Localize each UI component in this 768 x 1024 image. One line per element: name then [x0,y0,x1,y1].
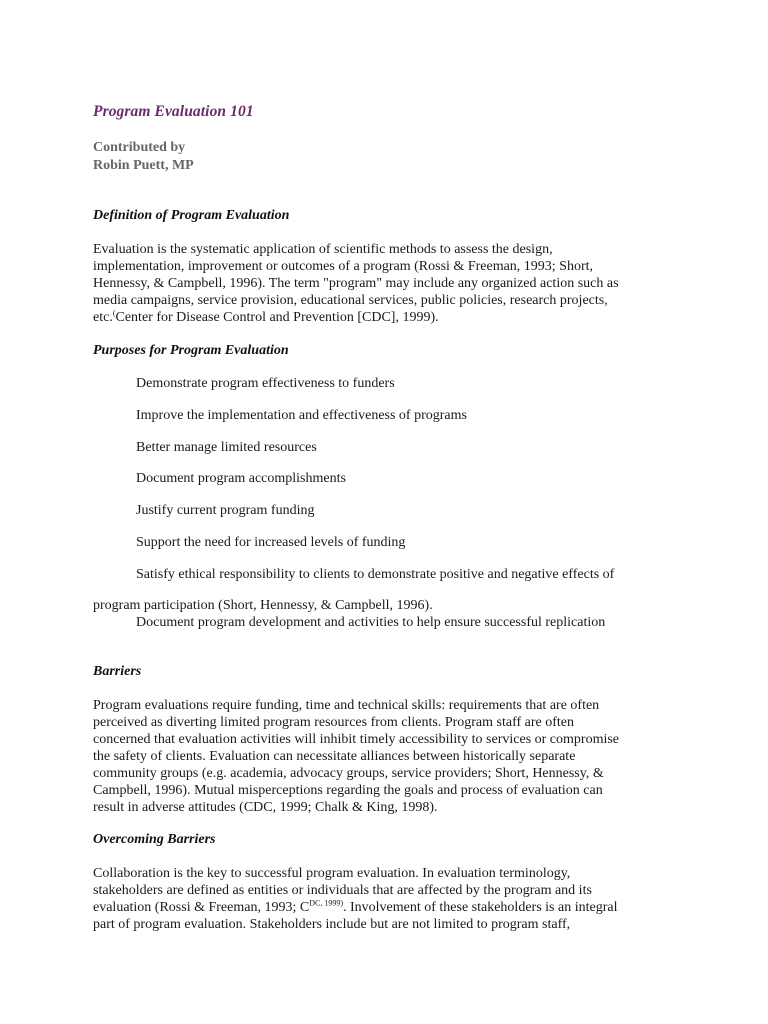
list-item: Better manage limited resources [136,440,317,455]
list-item-continuation: program participation (Short, Hennessy, & Campbell, 1996). [93,598,433,613]
paragraph-line: Hennessy, & Campbell, 1996). The term "program" may include any organized action such as [93,276,619,291]
citation-superscript: DC, 1999) [309,898,343,908]
list-item: Document program accomplishments [136,471,346,486]
list-item: Justify current program funding [136,503,315,518]
section-heading-overcoming: Overcoming Barriers [93,832,216,847]
paragraph-line: implementation, improvement or outcomes of a program (Rossi & Freeman, 1993; Short, [93,259,594,274]
paragraph-line [93,899,683,916]
paragraph-line: stakeholders are defined as entities or individuals that are affected by the program and its [93,883,592,898]
line-rest: . Involvement of these stakeholders is an integral [342,900,618,915]
contributed-by-label: Contributed by [93,140,186,155]
section-heading-definition: Definition of Program Evaluation [93,208,290,223]
paragraph-line: community groups (e.g. academia, advocacy groups, service providers; Short, Hennessy, & [93,766,604,781]
line-prefix: evaluation (Rossi & Freeman, 1993; C [93,900,310,915]
list-item: Document program development and activities to help ensure successful replication [136,615,606,630]
overcoming-paragraph [93,865,683,933]
paragraph-line [93,309,683,326]
list-item: Satisfy ethical responsibility to clients to demonstrate positive and negative effects of [136,567,615,582]
section-heading-barriers: Barriers [93,664,142,679]
list-item: Demonstrate program effectiveness to funders [136,376,395,391]
paragraph-line: concerned that evaluation activities will inhibit timely accessibility to services or compromise [93,732,620,747]
line-rest: Center for Disease Control and Prevention [CDC], 1999). [115,310,439,325]
definition-paragraph [93,241,683,326]
author-name: Robin Puett, MP [93,158,194,173]
line-prefix: etc. [93,310,113,325]
paragraph-line: Collaboration is the key to successful program evaluation. In evaluation terminology, [93,866,571,881]
paragraph-line: media campaigns, service provision, educational services, public policies, research projects, [93,293,608,308]
barriers-paragraph [93,697,683,816]
paragraph-line: Campbell, 1996). Mutual misperceptions regarding the goals and process of evaluation can [93,783,603,798]
list-item: Support the need for increased levels of funding [136,535,406,550]
paragraph-line: part of program evaluation. Stakeholders include but are not limited to program staff, [93,917,571,932]
document-title: Program Evaluation 101 [93,103,254,120]
paragraph-line: result in adverse attitudes (CDC, 1999; Chalk & King, 1998). [93,800,438,815]
paragraph-line: perceived as diverting limited program resources from clients. Program staff are often [93,715,575,730]
paragraph-line: Program evaluations require funding, time and technical skills: requirements that are often [93,698,600,713]
byline [93,139,194,175]
paragraph-line: Evaluation is the systematic application of scientific methods to assess the design, [93,242,553,257]
list-item: Improve the implementation and effectiveness of programs [136,408,467,423]
section-heading-purposes: Purposes for Program Evaluation [93,343,289,358]
citation-superscript: ( [112,308,116,318]
paragraph-line: the safety of clients. Evaluation can necessitate alliances between historically separate [93,749,576,764]
